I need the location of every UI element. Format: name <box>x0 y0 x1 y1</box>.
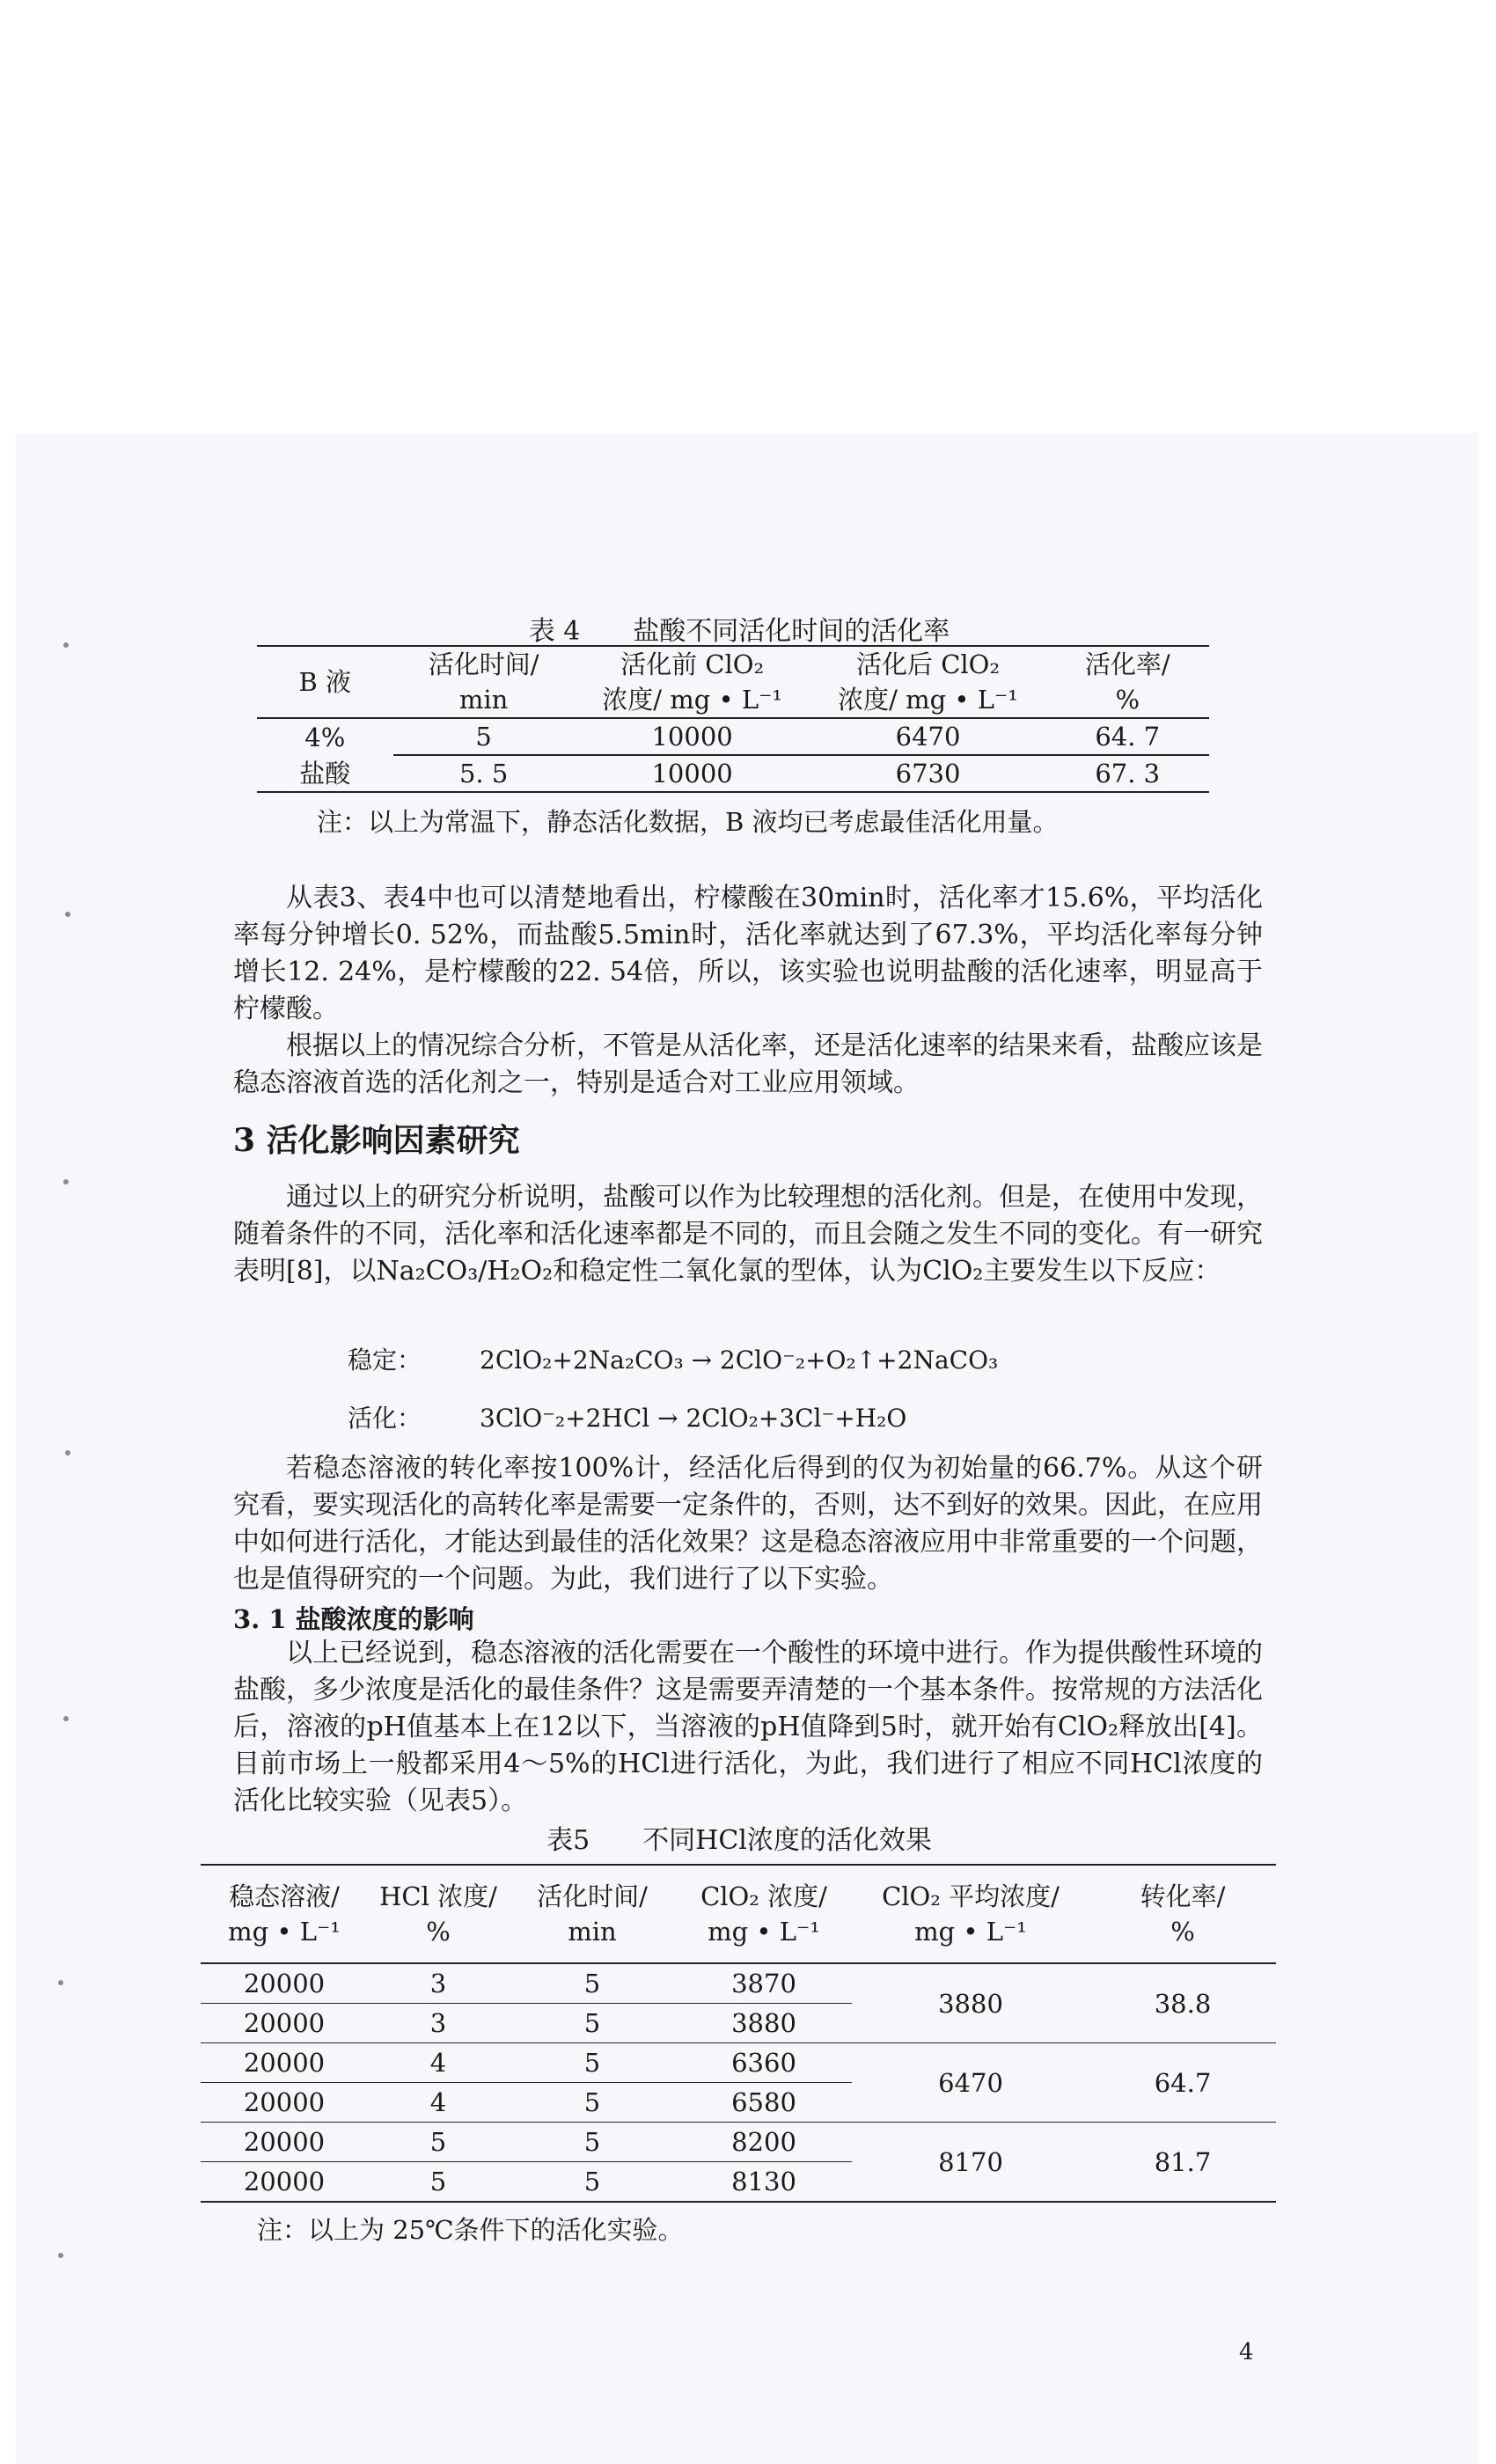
table-cell: 6470 <box>810 718 1046 755</box>
t5-h1-5: 转化率/ <box>1140 1881 1226 1911</box>
table5-header <box>201 1865 1276 1963</box>
table-cell: 3870 <box>676 1963 852 2004</box>
table-cell: 4 <box>368 2043 509 2083</box>
table-cell: 8130 <box>676 2162 852 2203</box>
table-cell-group: 38.8 <box>1089 1963 1276 2043</box>
paragraph-5 <box>233 1635 1263 1820</box>
table-cell: 20000 <box>201 1963 368 2004</box>
table-cell-group: 6470 <box>852 2043 1089 2123</box>
table-cell: 5 <box>368 2162 509 2203</box>
equation-stable <box>348 1341 998 1376</box>
t5-h-1 <box>368 1865 509 1963</box>
table-cell-group: 64.7 <box>1089 2043 1276 2123</box>
t4-h1-2: 活化前 ClO₂ <box>620 649 765 679</box>
t4-h2-4: % <box>1115 685 1140 715</box>
paragraph-5-text: 以上已经说到，稳态溶液的活化需要在一个酸性的环境中进行。作为提供酸性环境的盐酸，多少浓度是活化的最佳条件？这是需要弄清楚的一个基本条件。按常规的方法活化后，溶液的pH值基本上在12以下，当溶液的pH值降到5时，就开始有ClO₂释放出[4]。目前市场上一般都采用4～5%的HCl进行活化，为此，我们进行了相应不同HCl浓度的活化比较实验（见表5）。 <box>233 1638 1263 1816</box>
paragraph-1 <box>233 880 1263 1028</box>
table-row <box>201 2043 1276 2083</box>
table-cell: 20000 <box>201 2083 368 2123</box>
table5-note: 注：以上为 25℃条件下的活化实验。 <box>257 2215 684 2245</box>
table-cell: 3 <box>368 1963 509 2004</box>
equation-stable-label: 稳定： <box>348 1346 422 1375</box>
t4-h2-2: 浓度/ mg • L⁻¹ <box>602 685 783 715</box>
table-cell: 3 <box>368 2004 509 2043</box>
t5-h2-2: min <box>568 1917 617 1947</box>
table5 <box>201 1864 1276 2203</box>
table-cell: 67. 3 <box>1046 755 1210 792</box>
page-number: 4 <box>1239 2339 1254 2365</box>
t4-h1-1: 活化时间/ <box>428 649 539 679</box>
paragraph-1-text: 从表3、表4中也可以清楚地看出，柠檬酸在30min时，活化率才15.6%，平均活化率每分钟增长0. 52%，而盐酸5.5min时，活化率就达到了67.3%，平均活化率每分钟增长12. 24%，是柠檬酸的22. 54倍，所以，该实验也说明盐酸的活化速率，明显高于柠檬酸。 <box>233 883 1263 1024</box>
table-cell: 5. 5 <box>393 755 575 792</box>
table-cell: 5 <box>509 2004 676 2043</box>
paragraph-4 <box>233 1450 1263 1598</box>
t5-h1-1: HCl 浓度/ <box>379 1881 497 1911</box>
t5-h1-4: ClO₂ 平均浓度/ <box>882 1881 1060 1911</box>
t5-h1-2: 活化时间/ <box>537 1881 648 1911</box>
table-cell: 5 <box>509 2083 676 2123</box>
table-cell: 4 <box>368 2083 509 2123</box>
t4-h1-4: 活化率/ <box>1084 649 1170 679</box>
table-cell: 5 <box>509 2123 676 2162</box>
t5-h2-3: mg • L⁻¹ <box>708 1917 820 1947</box>
t4-h-after <box>810 646 1046 718</box>
t4-b-label-2: 盐酸 <box>257 755 393 792</box>
t5-h-2 <box>509 1865 676 1963</box>
table-cell: 6730 <box>810 755 1046 792</box>
paragraph-4-text: 若稳态溶液的转化率按100%计，经活化后得到的仅为初始量的66.7%。从这个研究看，要实现活化的高转化率是需要一定条件的，否则，达不到好的效果。因此，在应用中如何进行活化，才能达到最佳的活化效果？这是稳态溶液应用中非常重要的一个问题，也是值得研究的一个问题。为此，我们进行了以下实验。 <box>233 1453 1263 1595</box>
t4-h2-3: 浓度/ mg • L⁻¹ <box>838 685 1018 715</box>
table-cell: 5 <box>368 2123 509 2162</box>
t5-h1-3: ClO₂ 浓度/ <box>700 1881 827 1911</box>
paragraph-3-text: 通过以上的研究分析说明，盐酸可以作为比较理想的活化剂。但是，在使用中发现，随着条件的不同，活化率和活化速率都是不同的，而且会随之发生不同的变化。有一研究表明[8]，以Na₂CO₃/H₂O₂和稳定性二氧化氯的型体，认为ClO₂主要发生以下反应： <box>233 1182 1263 1287</box>
paragraph-3 <box>233 1179 1263 1290</box>
t5-h2-4: mg • L⁻¹ <box>914 1917 1027 1947</box>
t5-h2-5: % <box>1170 1917 1195 1947</box>
subsection-3-1-heading: 3. 1 盐酸浓度的影响 <box>233 1604 474 1634</box>
t4-h2-1: min <box>458 685 509 715</box>
paragraph-2-text: 根据以上的情况综合分析，不管是从活化率，还是活化速率的结果来看，盐酸应该是稳态溶液首选的活化剂之一，特别是适合对工业应用领域。 <box>233 1030 1263 1098</box>
paragraph-2 <box>233 1028 1263 1102</box>
t4-h-rate <box>1046 646 1210 718</box>
t5-h2-0: mg • L⁻¹ <box>228 1917 341 1947</box>
table-cell: 20000 <box>201 2123 368 2162</box>
table-cell: 3880 <box>676 2004 852 2043</box>
equation-activation-formula: 3ClO⁻₂+2HCl → 2ClO₂+3Cl⁻+H₂O <box>480 1404 907 1433</box>
table-cell: 8200 <box>676 2123 852 2162</box>
table4-note: 注：以上为常温下，静态活化数据，B 液均已考虑最佳活化用量。 <box>317 807 1059 837</box>
equation-activation-label: 活化： <box>348 1404 422 1433</box>
table-cell: 10000 <box>575 718 810 755</box>
table-cell: 20000 <box>201 2162 368 2203</box>
table-row <box>201 1963 1276 2004</box>
table-cell: 10000 <box>575 755 810 792</box>
t5-h1-0: 稳态溶液/ <box>229 1881 340 1911</box>
table-cell-group: 81.7 <box>1089 2123 1276 2203</box>
t4-h1-3: 活化后 ClO₂ <box>855 649 1001 679</box>
t5-h-3 <box>676 1865 852 1963</box>
table-cell: 5 <box>509 2043 676 2083</box>
table-row <box>257 755 1209 792</box>
table-cell: 5 <box>393 718 575 755</box>
table-row <box>201 2123 1276 2162</box>
table-cell: 20000 <box>201 2004 368 2043</box>
t4-h1-0: B 液 <box>298 667 352 697</box>
table-row <box>257 718 1209 755</box>
t5-h-4 <box>852 1865 1089 1963</box>
equation-stable-formula: 2ClO₂+2Na₂CO₃ → 2ClO⁻₂+O₂↑+2NaCO₃ <box>480 1346 999 1375</box>
table-cell-group: 8170 <box>852 2123 1089 2203</box>
table-cell: 6360 <box>676 2043 852 2083</box>
t4-h-before <box>575 646 810 718</box>
table4 <box>257 645 1209 793</box>
table4-caption: 表 4 盐酸不同活化时间的活化率 <box>528 616 950 647</box>
t4-h-b <box>257 646 393 718</box>
table-cell: 20000 <box>201 2043 368 2083</box>
section-3-heading: 3 活化影响因素研究 <box>233 1122 520 1159</box>
table-cell: 6580 <box>676 2083 852 2123</box>
t4-b-label-1: 4% <box>257 718 393 755</box>
table4-header <box>257 646 1209 718</box>
t5-h-5 <box>1089 1865 1276 1963</box>
table-cell-group: 3880 <box>852 1963 1089 2043</box>
t5-h-0 <box>201 1865 368 1963</box>
table5-caption: 表5 不同HCl浓度的活化效果 <box>546 1825 932 1856</box>
table-cell: 5 <box>509 2162 676 2203</box>
equation-activation <box>348 1399 906 1434</box>
t5-h2-1: % <box>426 1917 451 1947</box>
table-cell: 64. 7 <box>1046 718 1210 755</box>
t4-h-time <box>393 646 575 718</box>
table-cell: 5 <box>509 1963 676 2004</box>
